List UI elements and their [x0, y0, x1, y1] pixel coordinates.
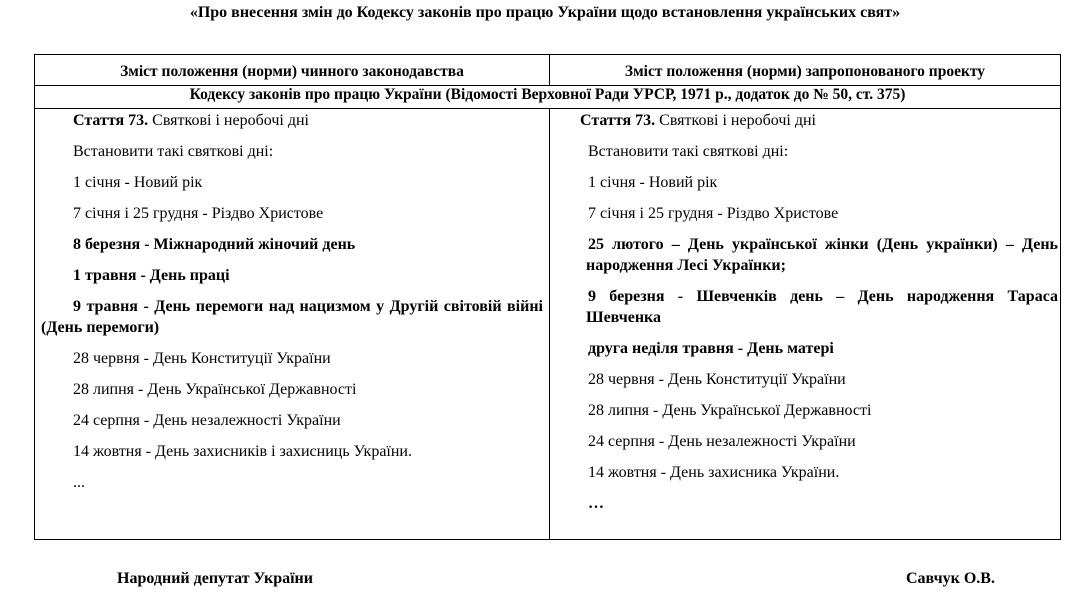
- holiday-item: 28 липня - День Української Державності: [73, 381, 357, 398]
- article-number: Стаття 73.: [73, 112, 149, 129]
- current-law-column: [41, 110, 543, 503]
- comparison-table: [34, 54, 1061, 540]
- holiday-item: 7 січня і 25 грудня - Різдво Христове: [588, 205, 839, 222]
- header-proposed-draft: Зміст положення (норми) запропонованого проекту: [624, 63, 986, 80]
- holiday-item: 1 травня - День праці: [73, 267, 230, 284]
- holiday-item: 1 січня - Новий рік: [588, 174, 718, 191]
- holiday-item: 8 березня - Міжнародний жіночий день: [73, 236, 356, 253]
- holiday-item: 14 жовтня - День захисників і захисниць України.: [73, 443, 412, 460]
- code-reference-row: Кодексу законів про працю України (Відомості Верховної Ради УРСР, 1971 р., додаток до № 50, ст. 375): [189, 86, 906, 103]
- holiday-item: 24 серпня - День незалежності України: [588, 433, 856, 450]
- signatory-position: Народний депутат України: [117, 570, 313, 587]
- proposed-draft-column: [580, 110, 1058, 524]
- article-number: Стаття 73.: [580, 112, 656, 129]
- holiday-item: 14 жовтня - День захисника України.: [588, 464, 840, 481]
- holiday-item: 24 серпня - День незалежності України: [73, 412, 341, 429]
- holiday-item: 9 травня - День перемоги над нацизмом у Другій світовій війні (День перемоги): [41, 298, 543, 336]
- holiday-item: 28 червня - День Конституції України: [73, 350, 331, 367]
- holiday-item: 28 червня - День Конституції України: [588, 371, 846, 388]
- article-title: Святкові і неробочі дні: [655, 112, 816, 129]
- code-row-divider: [35, 108, 1060, 109]
- intro-text: Встановити такі святкові дні:: [73, 143, 274, 160]
- ellipsis: …: [588, 495, 604, 512]
- holiday-item: друга неділя травня - День матері: [588, 340, 834, 357]
- holiday-item: 28 липня - День Української Державності: [588, 402, 872, 419]
- article-title: Святкові і неробочі дні: [148, 112, 309, 129]
- intro-text: Встановити такі святкові дні:: [588, 143, 789, 160]
- ellipsis: ...: [73, 474, 85, 491]
- article-heading: [41, 110, 543, 131]
- holiday-item: 9 березня - Шевченків день – День народження Тараса Шевченка: [586, 288, 1058, 326]
- column-divider-body: [549, 109, 550, 540]
- signatory-name: Савчук О.В.: [906, 570, 995, 587]
- document-title: «Про внесення змін до Кодексу законів про працю України щодо встановлення українських свят»: [189, 4, 901, 21]
- header-current-law: Зміст положення (норми) чинного законодавства: [120, 63, 464, 80]
- holiday-item: 7 січня і 25 грудня - Різдво Христове: [73, 205, 324, 222]
- holiday-item: 1 січня - Новий рік: [73, 174, 203, 191]
- holiday-item: 25 лютого – День української жінки (День українки) – День народження Лесі Українки;: [586, 236, 1058, 274]
- article-heading: [580, 110, 1058, 131]
